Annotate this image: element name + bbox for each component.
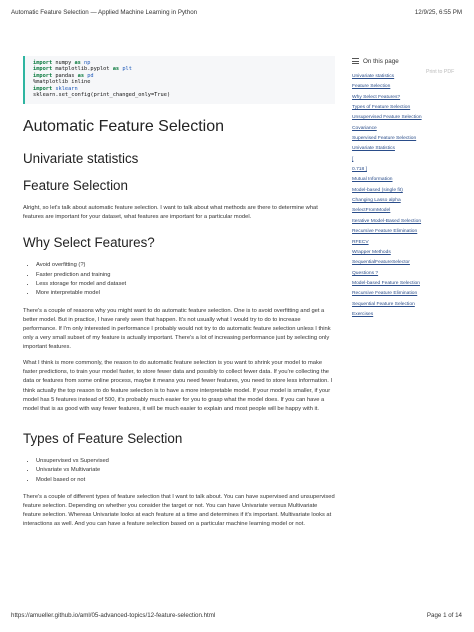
code-token: np [80, 60, 91, 66]
heading-types-of-feature-selection: Types of Feature Selection [23, 430, 183, 446]
code-token: sklearn [52, 85, 78, 92]
main-content [23, 56, 335, 536]
code-token: as [112, 66, 120, 73]
toc-heading: On this page [363, 57, 399, 65]
types-bullet-list [23, 457, 335, 485]
toc-link[interactable]: SelectFromModel [352, 208, 391, 214]
code-token: import [33, 72, 53, 79]
toc-link[interactable]: Exercises [352, 311, 374, 317]
heading-feature-selection: Feature Selection [23, 178, 128, 193]
print-header-title: Automatic Feature Selection — Applied Machine Learning in Python [11, 9, 198, 16]
code-block [23, 56, 335, 104]
code-token: as [74, 60, 81, 66]
why-paragraph-2: What I think is more commonly, the reason to do automatic feature selection is you want to shrink your model to make faster predictions, to train your model faster, to store fewer data and possibly to collect fewer data. If you're collecting the data or features from some online process, maybe it means you need fewer features, you need to store less information. I think actually the top reason to do feature selection is to have a more interpretable model. If your model is smaller, if your model has 5 features instead of 500, it's probably much easier for you to grasp what the model does. If you can have a model that is as good with way fewer features, it will be much easier to explain and most people will be happy with it. [23, 360, 333, 412]
code-token: pd [84, 72, 94, 79]
why-paragraph-1: There's a couple of reasons why you might want to do automatic feature selection. One is to avoid overfitting and get a better model. But in practice, I have rarely seen that happen. It's not usually what I would try to do to increase performance. If I'm only interested in performance I probably would not try to do automatic feature selection unless I think only a very small subset of my feature is actually important. There's a lot of increasing performance just by selecting only important features. [23, 307, 331, 351]
toc-link[interactable]: Iterative Model-Based Selection [352, 218, 422, 224]
code-token: import [33, 66, 53, 73]
toc-link[interactable]: RFECV [352, 239, 369, 245]
print-header-datetime: 12/9/25, 6:55 PM [414, 9, 462, 16]
code-token: import [33, 85, 53, 92]
heading-univariate-statistics: Univariate statistics [23, 151, 139, 166]
toc-list [352, 72, 458, 320]
toc-link[interactable]: Supervised Feature Selection [352, 136, 417, 142]
print-to-pdf-button[interactable]: Print to PDF [426, 69, 455, 75]
toc-link[interactable]: [ [352, 156, 354, 162]
toc-link[interactable]: Sequential Feature Selection [352, 301, 415, 307]
code-token: plt [119, 66, 132, 73]
list-icon [352, 58, 359, 64]
list-item: • Less storage for model and dataset [36, 280, 335, 289]
toc-link[interactable]: Unsupervised Feature Selection [352, 115, 422, 121]
print-footer-page: Page 1 of 14 [426, 612, 462, 619]
toc-link[interactable]: Mutual Information [352, 177, 393, 183]
toc-header [352, 56, 458, 66]
toc-link[interactable]: Wrapper Methods [352, 249, 391, 255]
toc-link[interactable]: Recursive Feature Elimination [352, 229, 418, 235]
toc-link[interactable]: Univariate statistics [352, 74, 395, 79]
list-item: • Unsupervised vs Supervised [36, 457, 335, 466]
toc-link[interactable]: Univariate Statistics [352, 146, 395, 152]
toc-link[interactable]: Questions ? [352, 270, 379, 276]
heading-why-select-features: Why Select Features? [23, 235, 155, 251]
toc-link[interactable]: Feature Selection [352, 84, 391, 90]
print-header [11, 9, 462, 21]
on-this-page-sidebar [352, 56, 458, 320]
toc-link[interactable]: Model-based Feature Selection [352, 280, 420, 286]
code-token: sklearn.set_config(print_changed_only=True) [33, 91, 171, 98]
print-footer [11, 612, 462, 624]
code-token: %matplotlib inline [33, 79, 91, 86]
code-line [33, 92, 335, 98]
toc-link[interactable]: Why Select Features? [352, 94, 401, 100]
toc-link[interactable]: Types of Feature Selection [352, 105, 411, 111]
list-item: • More interpretable model [36, 289, 335, 298]
why-bullet-list [23, 261, 335, 299]
code-token: matplotlib.pyplot [52, 66, 113, 73]
types-paragraph: There's a couple of different types of feature selection that I want to talk about. You can have supervised and unsupervised feature selection. Depending on whether you consider the target or not. You can have Univariate versus Multivariate feature selection. Whereas Univariate looks at each feature at a time and determines if it's important. Multivariate looks at interactions as well. And you can have a feature selection based on a particular machine learning model or not. [23, 494, 335, 528]
code-token: numpy [52, 60, 75, 66]
code-token: pandas [52, 72, 78, 79]
list-item: • Model based or not [36, 476, 335, 485]
page-title: Automatic Feature Selection [23, 118, 224, 135]
code-token: as [77, 72, 85, 79]
toc-link[interactable]: Model-based (single fit) [352, 187, 403, 193]
feature-selection-paragraph: Alright, so let's talk about automatic feature selection. I want to talk about what methods are there to determine what features are important for your dataset, what features are important for a particular model. [23, 205, 318, 221]
toc-link[interactable]: SequentialFeatureSelector [352, 260, 410, 266]
toc-link[interactable]: 0.718 ] [352, 167, 367, 173]
toc-link[interactable]: Covariance [352, 125, 377, 131]
toc-link[interactable]: Changing Lasso alpha [352, 198, 401, 204]
list-item: • Univariate vs Multivariate [36, 466, 335, 475]
list-item: • Avoid overfitting (?) [36, 261, 335, 270]
list-item: • Faster prediction and training [36, 271, 335, 280]
toc-link[interactable]: Recursive Feature Elimination [352, 291, 418, 297]
code-token: import [33, 60, 53, 66]
print-footer-url: https://amueller.github.io/aml/05-advanced-topics/12-feature-selection.html [11, 612, 216, 619]
